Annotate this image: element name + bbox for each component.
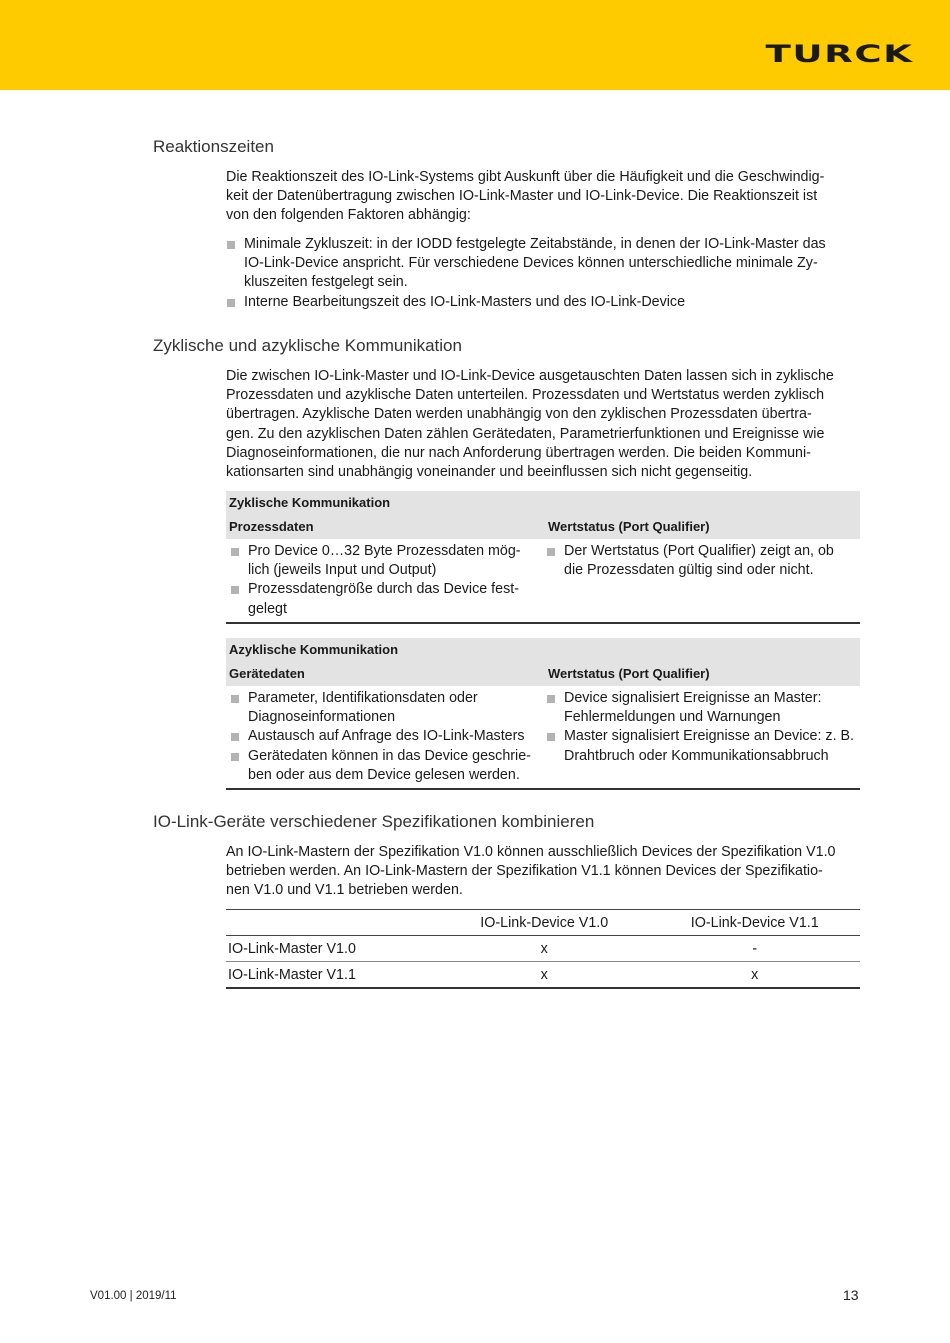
reaktion-paragraph [226, 168, 860, 226]
text-line: Die zwischen IO-Link-Master und IO-Link-Device ausgetauschten Daten lassen sich in zyklische [226, 368, 834, 384]
text-line: Diagnoseinformationen [248, 709, 396, 726]
text-line: übertragen. Azyklische Daten werden unabhängig von den zyklischen Prozessdaten übertra- [226, 406, 812, 423]
turck-logo: TURCK [765, 40, 914, 68]
text-line: Drahtbruch oder Kommunikationsabbruch [564, 747, 829, 764]
table-header-row [226, 662, 860, 686]
text-line: IO-Link-Device anspricht. Für verschiedene Devices können unterschiedliche minimale Zy- [244, 255, 818, 272]
text-line: Pro Device 0…32 Byte Prozessdaten mög- [248, 543, 521, 559]
table-header-row [226, 910, 860, 936]
table-caption: Zyklische Kommunikation [229, 495, 391, 510]
cyclic-communication-table [226, 491, 860, 624]
section-title-zyklisch: Zyklische und azyklische Kommunikation [153, 336, 462, 355]
reaktion-bullet-list [226, 235, 860, 312]
table-caption: Azyklische Kommunikation [229, 642, 399, 657]
table-cell: x [439, 936, 650, 962]
acyclic-communication-table [226, 638, 860, 790]
list-item [226, 293, 860, 312]
column-header-prozessdaten: Prozessdaten [229, 519, 314, 534]
list-item [230, 580, 542, 618]
text-line: betrieben werden. An IO-Link-Mastern der Spezifikation V1.1 können Devices der Spezifikatio- [226, 863, 823, 880]
text-line: Prozessdatengröße durch das Device fest- [248, 581, 519, 598]
page-number: 13 [843, 1287, 859, 1303]
list-item [230, 727, 542, 746]
text-line: nen V1.0 und V1.1 betrieben werden. [226, 882, 463, 899]
list-item [546, 727, 860, 765]
column-header-geraetedaten: Gerätedaten [229, 666, 305, 681]
list-item [230, 542, 542, 580]
list-item [226, 235, 860, 293]
table-row [226, 962, 860, 989]
prozessdaten-list [226, 542, 542, 619]
column-header-wertstatus: Wertstatus (Port Qualifier) [548, 666, 710, 681]
table-row [226, 539, 860, 622]
text-line: ben oder aus dem Device gelesen werden. [248, 766, 520, 783]
text-line: gelegt [248, 600, 287, 617]
table-row [226, 686, 860, 788]
zyklisch-paragraph [226, 367, 860, 482]
text-line: An IO-Link-Mastern der Spezifikation V1.0 können ausschließlich Devices der Spezifikation V1.0 [226, 844, 836, 860]
text-line: Device signalisiert Ereignisse an Master: [564, 690, 822, 706]
list-item [230, 689, 542, 727]
row-header-master-v10: IO-Link-Master V1.0 [226, 936, 439, 962]
wertstatus-list [542, 542, 860, 619]
text-line: Der Wertstatus (Port Qualifier) zeigt an, ob [564, 543, 834, 559]
table-header-row [226, 515, 860, 539]
column-header-device-v10: IO-Link-Device V1.0 [439, 910, 650, 936]
section-title-kombinieren: IO-Link-Geräte verschiedener Spezifikationen kombinieren [153, 812, 595, 831]
table-row [226, 936, 860, 962]
text-line: Parameter, Identifikationsdaten oder [248, 690, 478, 706]
list-item [546, 689, 860, 727]
text-line: Die Reaktionszeit des IO-Link-Systems gibt Auskunft über die Häufigkeit und die Geschwindig- [226, 169, 825, 185]
text-line: die Prozessdaten gültig sind oder nicht. [564, 562, 814, 579]
list-item [230, 747, 542, 785]
text-line: Fehlermeldungen und Warnungen [564, 709, 781, 726]
table-cell: x [650, 962, 861, 989]
column-header-wertstatus: Wertstatus (Port Qualifier) [548, 519, 710, 534]
header-band [0, 0, 950, 90]
text-line: kluszeiten festgelegt sein. [244, 274, 408, 291]
column-header-empty [226, 910, 439, 936]
row-header-master-v11: IO-Link-Master V1.1 [226, 962, 439, 989]
section-title-reaktionszeiten: Reaktionszeiten [153, 137, 274, 156]
geraetedaten-list [226, 689, 542, 785]
list-item [546, 542, 860, 580]
text-line: Minimale Zykluszeit: in der IODD festgelegte Zeitabstände, in denen der IO-Link-Master das [244, 236, 826, 252]
text-line: lich (jeweils Input und Output) [248, 562, 437, 579]
table-cell: - [650, 936, 861, 962]
text-line: Master signalisiert Ereignisse an Device: z. B. [564, 728, 855, 745]
text-line: Gerätedaten können in das Device geschrie- [248, 747, 531, 764]
text-line: von den folgenden Faktoren abhängig: [226, 207, 471, 224]
wertstatus-list [542, 689, 860, 785]
table-cell: x [439, 962, 650, 989]
text-line: kationsarten sind unabhängig voneinander und beeinflussen sich nicht gegenseitig. [226, 464, 753, 481]
text-line: Interne Bearbeitungszeit des IO-Link-Masters und des IO-Link-Device [244, 293, 686, 310]
kombinieren-paragraph [226, 843, 860, 901]
text-line: Austausch auf Anfrage des IO-Link-Masters [248, 728, 525, 745]
compatibility-table [226, 909, 860, 989]
column-header-device-v11: IO-Link-Device V1.1 [650, 910, 861, 936]
text-line: Diagnoseinformationen, die nur nach Anforderung übertragen werden. Die beiden Kommuni- [226, 444, 811, 461]
text-line: gen. Zu den azyklischen Daten zählen Gerätedaten, Parametrierfunktionen und Ereignisse wie [226, 425, 825, 442]
text-line: Prozessdaten und azyklische Daten unterteilen. Prozessdaten und Wertstatus werden zyklisch [226, 387, 825, 404]
footer-version: V01.00 | 2019/11 [90, 1290, 177, 1302]
text-line: keit der Datenübertragung zwischen IO-Link-Master und IO-Link-Device. Die Reaktionszeit ist [226, 188, 818, 205]
